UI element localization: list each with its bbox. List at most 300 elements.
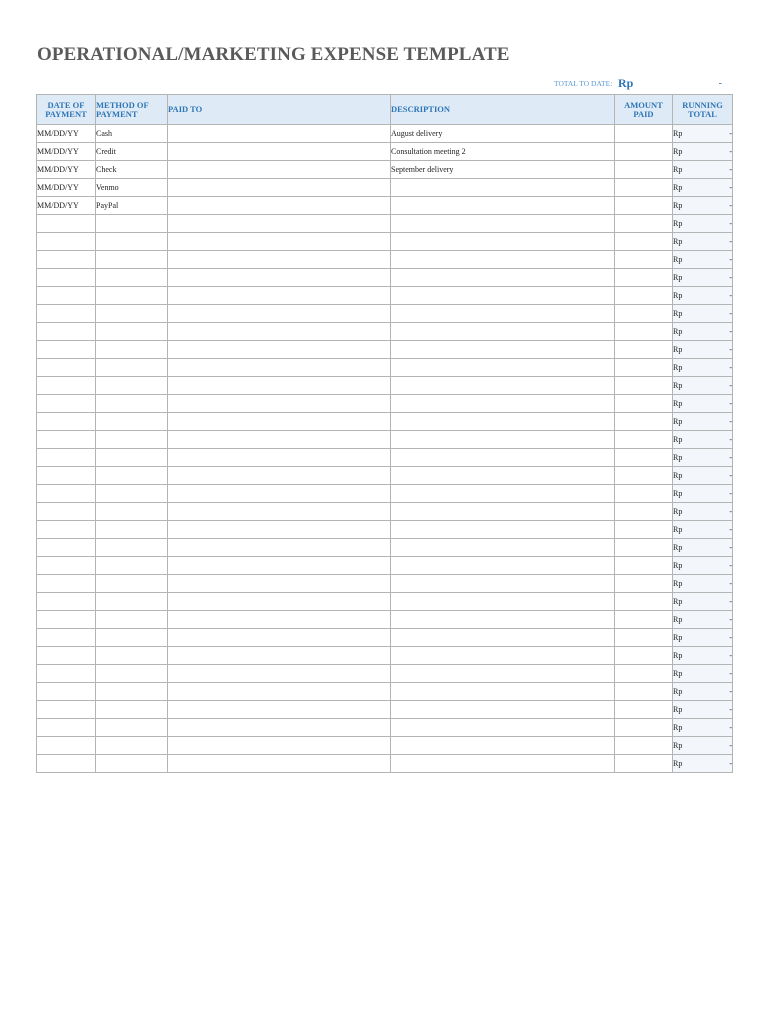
cell-paid-to[interactable] bbox=[168, 197, 391, 215]
cell-paid-to[interactable] bbox=[168, 233, 391, 251]
header-paid-to: PAID TO bbox=[168, 95, 391, 125]
running-total-value: - bbox=[729, 219, 732, 228]
cell-running-total bbox=[673, 251, 733, 269]
cell-paid-to[interactable] bbox=[168, 611, 391, 629]
cell-paid-to[interactable] bbox=[168, 323, 391, 341]
running-total-currency: Rp bbox=[673, 219, 683, 228]
cell-date-of-payment[interactable]: MM/DD/YY bbox=[37, 197, 96, 215]
cell-description[interactable] bbox=[391, 503, 615, 521]
cell-running-total bbox=[673, 629, 733, 647]
table-row bbox=[37, 683, 733, 701]
table-row bbox=[37, 287, 733, 305]
table-row bbox=[37, 143, 733, 161]
cell-date-of-payment[interactable] bbox=[37, 521, 96, 539]
running-total-currency: Rp bbox=[673, 327, 683, 336]
cell-amount-paid[interactable] bbox=[615, 539, 673, 557]
table-row bbox=[37, 161, 733, 179]
cell-method-of-payment[interactable] bbox=[96, 521, 168, 539]
cell-running-total bbox=[673, 737, 733, 755]
cell-paid-to[interactable] bbox=[168, 593, 391, 611]
cell-running-total bbox=[673, 197, 733, 215]
cell-date-of-payment[interactable] bbox=[37, 647, 96, 665]
running-total-value: - bbox=[729, 471, 732, 480]
running-total-value: - bbox=[729, 723, 732, 732]
cell-amount-paid[interactable] bbox=[615, 287, 673, 305]
cell-date-of-payment[interactable]: MM/DD/YY bbox=[37, 179, 96, 197]
cell-amount-paid[interactable] bbox=[615, 377, 673, 395]
cell-paid-to[interactable] bbox=[168, 467, 391, 485]
running-total-value: - bbox=[729, 309, 732, 318]
running-total-value: - bbox=[729, 597, 732, 606]
table-row bbox=[37, 539, 733, 557]
cell-paid-to[interactable] bbox=[168, 629, 391, 647]
cell-amount-paid[interactable] bbox=[615, 323, 673, 341]
cell-paid-to[interactable] bbox=[168, 737, 391, 755]
cell-description[interactable] bbox=[391, 179, 615, 197]
total-to-date-currency: Rp bbox=[618, 76, 634, 90]
cell-running-total bbox=[673, 683, 733, 701]
running-total-value: - bbox=[729, 669, 732, 678]
cell-running-total bbox=[673, 269, 733, 287]
cell-paid-to[interactable] bbox=[168, 341, 391, 359]
running-total-currency: Rp bbox=[673, 633, 683, 642]
table-row bbox=[37, 755, 733, 773]
cell-description[interactable] bbox=[391, 665, 615, 683]
cell-description[interactable] bbox=[391, 467, 615, 485]
cell-description[interactable] bbox=[391, 413, 615, 431]
running-total-currency: Rp bbox=[673, 489, 683, 498]
running-total-value: - bbox=[729, 183, 732, 192]
cell-paid-to[interactable] bbox=[168, 485, 391, 503]
running-total-currency: Rp bbox=[673, 273, 683, 282]
cell-amount-paid[interactable] bbox=[615, 611, 673, 629]
running-total-currency: Rp bbox=[673, 705, 683, 714]
running-total-value: - bbox=[729, 633, 732, 642]
cell-method-of-payment[interactable]: Cash bbox=[96, 125, 168, 143]
table-row bbox=[37, 503, 733, 521]
cell-amount-paid[interactable] bbox=[615, 359, 673, 377]
cell-method-of-payment[interactable] bbox=[96, 305, 168, 323]
cell-amount-paid[interactable] bbox=[615, 485, 673, 503]
table-row bbox=[37, 431, 733, 449]
cell-amount-paid[interactable] bbox=[615, 215, 673, 233]
cell-paid-to[interactable] bbox=[168, 359, 391, 377]
cell-description[interactable] bbox=[391, 251, 615, 269]
table-row bbox=[37, 269, 733, 287]
table-row bbox=[37, 305, 733, 323]
cell-paid-to[interactable] bbox=[168, 647, 391, 665]
cell-date-of-payment[interactable] bbox=[37, 593, 96, 611]
cell-amount-paid[interactable] bbox=[615, 593, 673, 611]
cell-running-total bbox=[673, 359, 733, 377]
cell-description[interactable] bbox=[391, 719, 615, 737]
cell-running-total bbox=[673, 233, 733, 251]
cell-amount-paid[interactable] bbox=[615, 125, 673, 143]
cell-description[interactable] bbox=[391, 341, 615, 359]
cell-description[interactable] bbox=[391, 575, 615, 593]
cell-method-of-payment[interactable] bbox=[96, 683, 168, 701]
total-to-date-value: - bbox=[718, 78, 722, 89]
cell-running-total bbox=[673, 215, 733, 233]
cell-running-total bbox=[673, 467, 733, 485]
header-row bbox=[37, 95, 733, 125]
running-total-value: - bbox=[729, 507, 732, 516]
running-total-value: - bbox=[729, 363, 732, 372]
cell-method-of-payment[interactable] bbox=[96, 431, 168, 449]
cell-date-of-payment[interactable] bbox=[37, 665, 96, 683]
cell-method-of-payment[interactable]: Check bbox=[96, 161, 168, 179]
cell-date-of-payment[interactable] bbox=[37, 611, 96, 629]
cell-paid-to[interactable] bbox=[168, 161, 391, 179]
cell-method-of-payment[interactable] bbox=[96, 701, 168, 719]
cell-description[interactable] bbox=[391, 593, 615, 611]
cell-running-total bbox=[673, 611, 733, 629]
cell-description[interactable] bbox=[391, 323, 615, 341]
table-row bbox=[37, 413, 733, 431]
total-to-date-label: TOTAL TO DATE: bbox=[554, 79, 613, 88]
cell-date-of-payment[interactable]: MM/DD/YY bbox=[37, 125, 96, 143]
cell-amount-paid[interactable] bbox=[615, 467, 673, 485]
header-date-line1: DATE OF bbox=[47, 99, 85, 110]
cell-amount-paid[interactable] bbox=[615, 449, 673, 467]
table-row bbox=[37, 233, 733, 251]
cell-date-of-payment[interactable] bbox=[37, 287, 96, 305]
cell-running-total bbox=[673, 377, 733, 395]
cell-method-of-payment[interactable] bbox=[96, 413, 168, 431]
cell-amount-paid[interactable] bbox=[615, 683, 673, 701]
cell-amount-paid[interactable] bbox=[615, 557, 673, 575]
cell-amount-paid[interactable] bbox=[615, 341, 673, 359]
running-total-currency: Rp bbox=[673, 759, 683, 768]
cell-running-total bbox=[673, 521, 733, 539]
header-running-total bbox=[673, 95, 733, 125]
cell-method-of-payment[interactable] bbox=[96, 557, 168, 575]
cell-amount-paid[interactable] bbox=[615, 251, 673, 269]
running-total-currency: Rp bbox=[673, 543, 683, 552]
cell-method-of-payment[interactable] bbox=[96, 665, 168, 683]
cell-description[interactable] bbox=[391, 287, 615, 305]
cell-method-of-payment[interactable] bbox=[96, 287, 168, 305]
cell-amount-paid[interactable] bbox=[615, 161, 673, 179]
cell-paid-to[interactable] bbox=[168, 575, 391, 593]
cell-date-of-payment[interactable] bbox=[37, 467, 96, 485]
cell-method-of-payment[interactable] bbox=[96, 611, 168, 629]
cell-amount-paid[interactable] bbox=[615, 647, 673, 665]
cell-running-total bbox=[673, 179, 733, 197]
cell-date-of-payment[interactable]: MM/DD/YY bbox=[37, 143, 96, 161]
running-total-currency: Rp bbox=[673, 561, 683, 570]
cell-description[interactable] bbox=[391, 611, 615, 629]
header-date-line2: PAYMENT bbox=[45, 108, 87, 119]
cell-date-of-payment[interactable] bbox=[37, 323, 96, 341]
cell-running-total bbox=[673, 665, 733, 683]
running-total-value: - bbox=[729, 201, 732, 210]
cell-amount-paid[interactable] bbox=[615, 629, 673, 647]
cell-date-of-payment[interactable] bbox=[37, 215, 96, 233]
cell-method-of-payment[interactable] bbox=[96, 755, 168, 773]
cell-date-of-payment[interactable] bbox=[37, 575, 96, 593]
cell-date-of-payment[interactable] bbox=[37, 503, 96, 521]
table-row bbox=[37, 215, 733, 233]
cell-description[interactable] bbox=[391, 233, 615, 251]
cell-running-total bbox=[673, 341, 733, 359]
cell-paid-to[interactable] bbox=[168, 521, 391, 539]
cell-method-of-payment[interactable] bbox=[96, 539, 168, 557]
cell-description[interactable] bbox=[391, 431, 615, 449]
table-row bbox=[37, 251, 733, 269]
cell-description[interactable] bbox=[391, 629, 615, 647]
cell-date-of-payment[interactable] bbox=[37, 395, 96, 413]
cell-description[interactable] bbox=[391, 395, 615, 413]
cell-running-total bbox=[673, 503, 733, 521]
running-total-currency: Rp bbox=[673, 579, 683, 588]
running-total-value: - bbox=[729, 759, 732, 768]
table-row bbox=[37, 701, 733, 719]
cell-paid-to[interactable] bbox=[168, 431, 391, 449]
cell-date-of-payment[interactable] bbox=[37, 431, 96, 449]
cell-amount-paid[interactable] bbox=[615, 197, 673, 215]
cell-date-of-payment[interactable] bbox=[37, 305, 96, 323]
cell-date-of-payment[interactable] bbox=[37, 413, 96, 431]
cell-running-total bbox=[673, 395, 733, 413]
cell-running-total bbox=[673, 755, 733, 773]
table-row bbox=[37, 449, 733, 467]
cell-description[interactable] bbox=[391, 377, 615, 395]
cell-description[interactable] bbox=[391, 521, 615, 539]
cell-paid-to[interactable] bbox=[168, 503, 391, 521]
cell-description[interactable] bbox=[391, 737, 615, 755]
cell-running-total bbox=[673, 701, 733, 719]
running-total-currency: Rp bbox=[673, 741, 683, 750]
header-amount-line2: PAID bbox=[633, 108, 654, 119]
cell-paid-to[interactable] bbox=[168, 449, 391, 467]
cell-paid-to[interactable] bbox=[168, 125, 391, 143]
cell-description[interactable]: September delivery bbox=[391, 161, 615, 179]
cell-paid-to[interactable] bbox=[168, 665, 391, 683]
running-total-currency: Rp bbox=[673, 129, 683, 138]
cell-date-of-payment[interactable] bbox=[37, 737, 96, 755]
running-total-currency: Rp bbox=[673, 201, 683, 210]
table-row bbox=[37, 179, 733, 197]
cell-amount-paid[interactable] bbox=[615, 395, 673, 413]
cell-amount-paid[interactable] bbox=[615, 575, 673, 593]
table-row bbox=[37, 467, 733, 485]
cell-description[interactable] bbox=[391, 701, 615, 719]
cell-paid-to[interactable] bbox=[168, 287, 391, 305]
cell-date-of-payment[interactable] bbox=[37, 539, 96, 557]
cell-running-total bbox=[673, 719, 733, 737]
running-total-currency: Rp bbox=[673, 147, 683, 156]
cell-method-of-payment[interactable] bbox=[96, 377, 168, 395]
cell-date-of-payment[interactable] bbox=[37, 701, 96, 719]
cell-method-of-payment[interactable] bbox=[96, 467, 168, 485]
table-row bbox=[37, 665, 733, 683]
cell-amount-paid[interactable] bbox=[615, 737, 673, 755]
cell-description[interactable] bbox=[391, 215, 615, 233]
cell-method-of-payment[interactable] bbox=[96, 341, 168, 359]
cell-description[interactable] bbox=[391, 197, 615, 215]
running-total-value: - bbox=[729, 525, 732, 534]
cell-amount-paid[interactable] bbox=[615, 269, 673, 287]
running-total-currency: Rp bbox=[673, 165, 683, 174]
running-total-value: - bbox=[729, 345, 732, 354]
cell-method-of-payment[interactable] bbox=[96, 503, 168, 521]
table-row bbox=[37, 719, 733, 737]
running-total-currency: Rp bbox=[673, 345, 683, 354]
expense-table bbox=[36, 94, 733, 773]
cell-method-of-payment[interactable] bbox=[96, 647, 168, 665]
cell-paid-to[interactable] bbox=[168, 755, 391, 773]
cell-paid-to[interactable] bbox=[168, 305, 391, 323]
cell-method-of-payment[interactable] bbox=[96, 629, 168, 647]
cell-running-total bbox=[673, 143, 733, 161]
cell-method-of-payment[interactable] bbox=[96, 251, 168, 269]
cell-amount-paid[interactable] bbox=[615, 503, 673, 521]
cell-description[interactable] bbox=[391, 305, 615, 323]
cell-method-of-payment[interactable] bbox=[96, 737, 168, 755]
running-total-currency: Rp bbox=[673, 399, 683, 408]
cell-date-of-payment[interactable] bbox=[37, 341, 96, 359]
cell-amount-paid[interactable] bbox=[615, 413, 673, 431]
running-total-currency: Rp bbox=[673, 651, 683, 660]
header-amount-paid bbox=[615, 95, 673, 125]
cell-running-total bbox=[673, 647, 733, 665]
running-total-value: - bbox=[729, 291, 732, 300]
cell-method-of-payment[interactable] bbox=[96, 233, 168, 251]
cell-method-of-payment[interactable] bbox=[96, 215, 168, 233]
cell-paid-to[interactable] bbox=[168, 215, 391, 233]
cell-date-of-payment[interactable]: MM/DD/YY bbox=[37, 161, 96, 179]
cell-description[interactable] bbox=[391, 359, 615, 377]
cell-method-of-payment[interactable] bbox=[96, 449, 168, 467]
cell-amount-paid[interactable] bbox=[615, 755, 673, 773]
cell-date-of-payment[interactable] bbox=[37, 377, 96, 395]
cell-description[interactable] bbox=[391, 683, 615, 701]
cell-running-total bbox=[673, 575, 733, 593]
cell-method-of-payment[interactable] bbox=[96, 323, 168, 341]
running-total-value: - bbox=[729, 561, 732, 570]
table-row bbox=[37, 377, 733, 395]
running-total-currency: Rp bbox=[673, 255, 683, 264]
cell-date-of-payment[interactable] bbox=[37, 233, 96, 251]
cell-description[interactable]: August delivery bbox=[391, 125, 615, 143]
cell-date-of-payment[interactable] bbox=[37, 683, 96, 701]
cell-paid-to[interactable] bbox=[168, 413, 391, 431]
cell-date-of-payment[interactable] bbox=[37, 719, 96, 737]
cell-date-of-payment[interactable] bbox=[37, 629, 96, 647]
running-total-value: - bbox=[729, 165, 732, 174]
cell-date-of-payment[interactable] bbox=[37, 359, 96, 377]
cell-description[interactable] bbox=[391, 269, 615, 287]
running-total-value: - bbox=[729, 147, 732, 156]
cell-amount-paid[interactable] bbox=[615, 665, 673, 683]
cell-method-of-payment[interactable] bbox=[96, 395, 168, 413]
cell-date-of-payment[interactable] bbox=[37, 755, 96, 773]
cell-paid-to[interactable] bbox=[168, 539, 391, 557]
cell-paid-to[interactable] bbox=[168, 269, 391, 287]
cell-description[interactable] bbox=[391, 539, 615, 557]
running-total-currency: Rp bbox=[673, 183, 683, 192]
running-total-currency: Rp bbox=[673, 723, 683, 732]
cell-running-total bbox=[673, 557, 733, 575]
table-row bbox=[37, 629, 733, 647]
cell-method-of-payment[interactable] bbox=[96, 359, 168, 377]
running-total-value: - bbox=[729, 687, 732, 696]
cell-description[interactable] bbox=[391, 485, 615, 503]
running-total-currency: Rp bbox=[673, 309, 683, 318]
header-running-line1: RUNNING bbox=[682, 99, 723, 110]
cell-method-of-payment[interactable] bbox=[96, 485, 168, 503]
cell-date-of-payment[interactable] bbox=[37, 251, 96, 269]
cell-running-total bbox=[673, 449, 733, 467]
cell-amount-paid[interactable] bbox=[615, 719, 673, 737]
cell-paid-to[interactable] bbox=[168, 143, 391, 161]
header-date-of-payment bbox=[37, 95, 96, 125]
cell-amount-paid[interactable] bbox=[615, 431, 673, 449]
cell-description[interactable] bbox=[391, 557, 615, 575]
cell-method-of-payment[interactable] bbox=[96, 269, 168, 287]
cell-paid-to[interactable] bbox=[168, 557, 391, 575]
cell-amount-paid[interactable] bbox=[615, 143, 673, 161]
cell-running-total bbox=[673, 161, 733, 179]
header-method-line1: METHOD OF bbox=[96, 99, 149, 110]
cell-paid-to[interactable] bbox=[168, 377, 391, 395]
cell-description[interactable] bbox=[391, 647, 615, 665]
running-total-value: - bbox=[729, 705, 732, 714]
cell-method-of-payment[interactable]: Venmo bbox=[96, 179, 168, 197]
running-total-currency: Rp bbox=[673, 381, 683, 390]
cell-paid-to[interactable] bbox=[168, 719, 391, 737]
cell-running-total bbox=[673, 539, 733, 557]
cell-amount-paid[interactable] bbox=[615, 233, 673, 251]
cell-description[interactable]: Consultation meeting 2 bbox=[391, 143, 615, 161]
table-row bbox=[37, 611, 733, 629]
cell-paid-to[interactable] bbox=[168, 251, 391, 269]
cell-method-of-payment[interactable] bbox=[96, 575, 168, 593]
cell-method-of-payment[interactable] bbox=[96, 719, 168, 737]
header-amount-line1: AMOUNT bbox=[624, 99, 663, 110]
cell-method-of-payment[interactable]: PayPal bbox=[96, 197, 168, 215]
running-total-value: - bbox=[729, 543, 732, 552]
running-total-value: - bbox=[729, 435, 732, 444]
table-row bbox=[37, 737, 733, 755]
table-row bbox=[37, 647, 733, 665]
cell-paid-to[interactable] bbox=[168, 683, 391, 701]
table-row bbox=[37, 593, 733, 611]
cell-description[interactable] bbox=[391, 755, 615, 773]
cell-amount-paid[interactable] bbox=[615, 179, 673, 197]
cell-method-of-payment[interactable]: Credit bbox=[96, 143, 168, 161]
cell-running-total bbox=[673, 305, 733, 323]
cell-description[interactable] bbox=[391, 449, 615, 467]
running-total-currency: Rp bbox=[673, 237, 683, 246]
cell-paid-to[interactable] bbox=[168, 395, 391, 413]
cell-date-of-payment[interactable] bbox=[37, 449, 96, 467]
cell-date-of-payment[interactable] bbox=[37, 557, 96, 575]
running-total-currency: Rp bbox=[673, 507, 683, 516]
running-total-value: - bbox=[729, 417, 732, 426]
cell-amount-paid[interactable] bbox=[615, 701, 673, 719]
table-row bbox=[37, 395, 733, 413]
cell-paid-to[interactable] bbox=[168, 179, 391, 197]
cell-date-of-payment[interactable] bbox=[37, 485, 96, 503]
cell-amount-paid[interactable] bbox=[615, 305, 673, 323]
cell-date-of-payment[interactable] bbox=[37, 269, 96, 287]
cell-running-total bbox=[673, 323, 733, 341]
cell-paid-to[interactable] bbox=[168, 701, 391, 719]
cell-method-of-payment[interactable] bbox=[96, 593, 168, 611]
cell-amount-paid[interactable] bbox=[615, 521, 673, 539]
